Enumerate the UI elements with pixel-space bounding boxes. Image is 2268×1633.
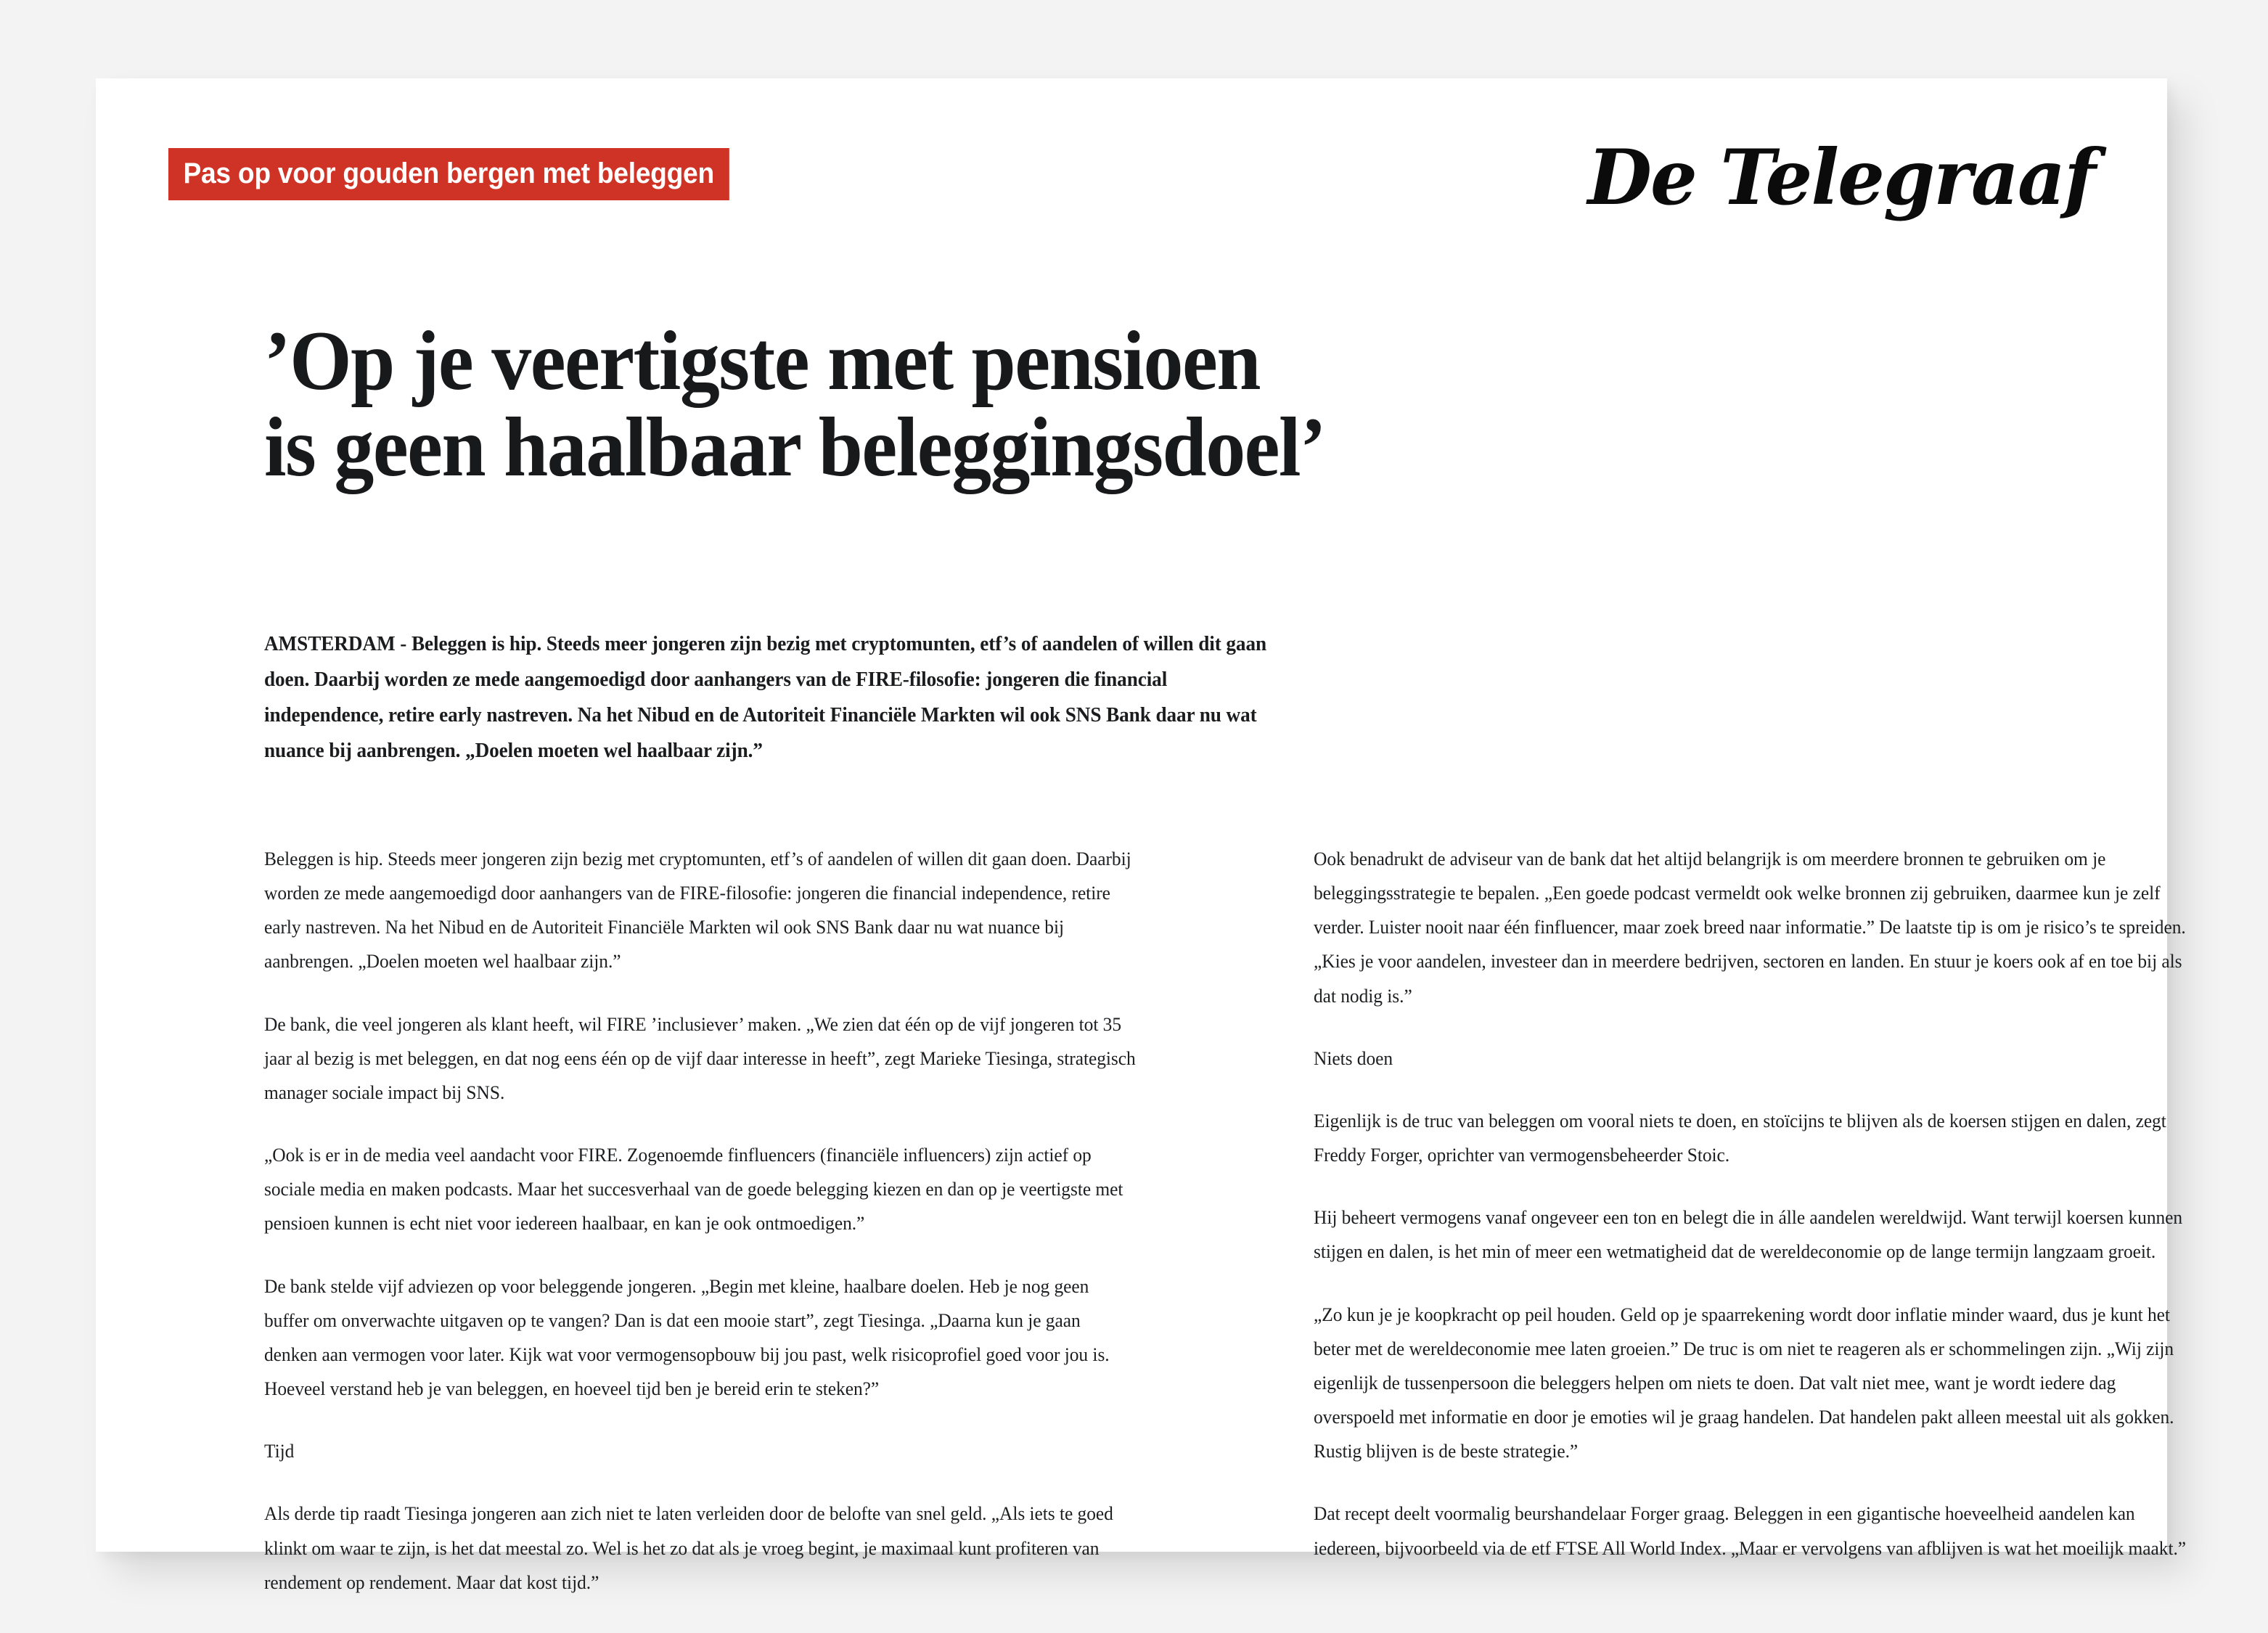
body-column-right xyxy=(1314,842,2223,1594)
body-paragraph: Eigenlijk is de truc van beleggen om vooral niets te doen, en stoïcijns te blijven als de koersen stijgen en dalen, zegt Freddy Forger, oprichter van vermogensbeheerder Stoic. xyxy=(1314,1109,2166,1166)
page-title: ’Op je veertigste met pensioen is geen haalbaar beleggingsdoel’ xyxy=(264,314,1326,495)
article-lead: AMSTERDAM - Beleggen is hip. Steeds meer jongeren zijn bezig met cryptomunten, etf’s of aandelen of willen dit gaan doen. Daarbij worden ze mede aangemoedigd door aanhangers van de FIRE-filosofie: jongeren die financial independence, retire early nastreven. Na het Nibud en de Autoriteit Financiële Markten wil ook SNS Bank daar nu wat nuance bij aanbrengen. „Doelen moeten wel haalbaar zijn.” xyxy=(264,633,1267,763)
body-paragraph: Hij beheert vermogens vanaf ongeveer een ton en belegt die in álle aandelen wereldwijd. Want terwijl koersen kunnen stijgen en dalen, is het min of meer een wetmatigheid dat de wereldeconomie op de lange termijn langzaam groeit. xyxy=(1314,1206,2183,1263)
body-paragraph: „Ook is er in de media veel aandacht voor FIRE. Zogenoemde finfluencers (financiële influencers) zijn actief op sociale media en maken podcasts. Maar het succesverhaal van de goede belegging kiezen en dan op je veertigste met pensioen kunnen is echt niet voor iedereen haalbaar, en kan je ook ontmoedigen.” xyxy=(264,1144,1123,1235)
body-paragraph: Beleggen is hip. Steeds meer jongeren zijn bezig met cryptomunten, etf’s of aandelen of willen dit gaan doen. Daarbij worden ze mede aangemoedigd door aanhangers van de FIRE-filosofie: jongeren die financial independence, retire early nastreven. Na het Nibud en de Autoriteit Financiële Markten wil ook SNS Bank daar nu wat nuance bij aanbrengen. „Doelen moeten wel haalbaar zijn.” xyxy=(264,848,1131,973)
body-column-left xyxy=(264,842,1174,1628)
body-paragraph: Als derde tip raadt Tiesinga jongeren aan zich niet te laten verleiden door de belofte van snel geld. „Als iets te goed klinkt om waar te zijn, is het dat meestal zo. Wel is het zo dat als je vroeg begint, je maximaal kunt profiteren van rendement op rendement. Maar dat kost tijd.” xyxy=(264,1502,1113,1593)
body-subheading: Niets doen xyxy=(1314,1047,1393,1069)
body-paragraph: „Zo kun je je koopkracht op peil houden. Geld op je spaarrekening wordt door inflatie minder waard, dus je kunt het beter met de wereldeconomie mee laten groeien.” De truc is om niet te reageren als er schommelingen zijn. „Wij zijn eigenlijk de tussenpersoon die beleggers helpen om niets te doen. Dat valt niet mee, want je wordt iedere dag overspoeld met informatie en door je emoties wil je graag handelen. Dat handelen pakt alleen meestal uit als gokken. Rustig blijven is de beste strategie.” xyxy=(1314,1303,2174,1462)
body-paragraph: Dat recept deelt voormalig beurshandelaar Forger graag. Beleggen in een gigantische hoeveelheid aandelen kan iedereen, bijvoorbeeld via de etf FTSE All World Index. „Maar er vervolgens van afblijven is wat het moeilijk maakt.” xyxy=(1314,1502,2187,1559)
body-paragraph: Ook benadrukt de adviseur van de bank dat het altijd belangrijk is om meerdere bronnen te gebruiken om je beleggingsstrategie te bepalen. „Een goede podcast vermeldt ook welke bronnen zij gebruiken, daarmee kun je zelf verder. Luister nooit naar één finfluencer, maar zoek breed naar informatie.” De laatste tip is om je risico’s te spreiden. „Kies je voor aandelen, investeer dan in meerdere bedrijven, sectoren en landen. En stuur je koers ook af en toe bij als dat nodig is.” xyxy=(1314,848,2186,1007)
article-sheet xyxy=(96,78,2187,1593)
body-paragraph: De bank stelde vijf adviezen op voor beleggende jongeren. „Begin met kleine, haalbare doelen. Heb je nog geen buffer om onverwachte uitgaven op te vangen? Dan is dat een mooie start”, zegt Tiesinga. „Daarna kun je gaan denken aan vermogen voor later. Kijk wat voor vermogensopbouw bij jou past, welk risicoprofiel goed voor jou is. Hoeveel verstand heb je van beleggen, en hoeveel tijd ben je bereid erin te steken?” xyxy=(264,1274,1110,1400)
de-telegraaf-logo: De Telegraaf xyxy=(1587,132,2095,222)
kicker-banner: Pas op voor gouden bergen met beleggen xyxy=(168,148,729,200)
article-columns xyxy=(264,842,2241,1593)
body-subheading: Tijd xyxy=(264,1440,295,1462)
body-paragraph: De bank, die veel jongeren als klant heeft, wil FIRE ’inclusiever’ maken. „We zien dat één op de vijf jongeren tot 35 jaar al bezig is met beleggen, en dat nog eens één op de vijf daar interesse in heeft”, zegt Marieke Tiesinga, strategisch manager sociale impact bij SNS. xyxy=(264,1012,1136,1103)
